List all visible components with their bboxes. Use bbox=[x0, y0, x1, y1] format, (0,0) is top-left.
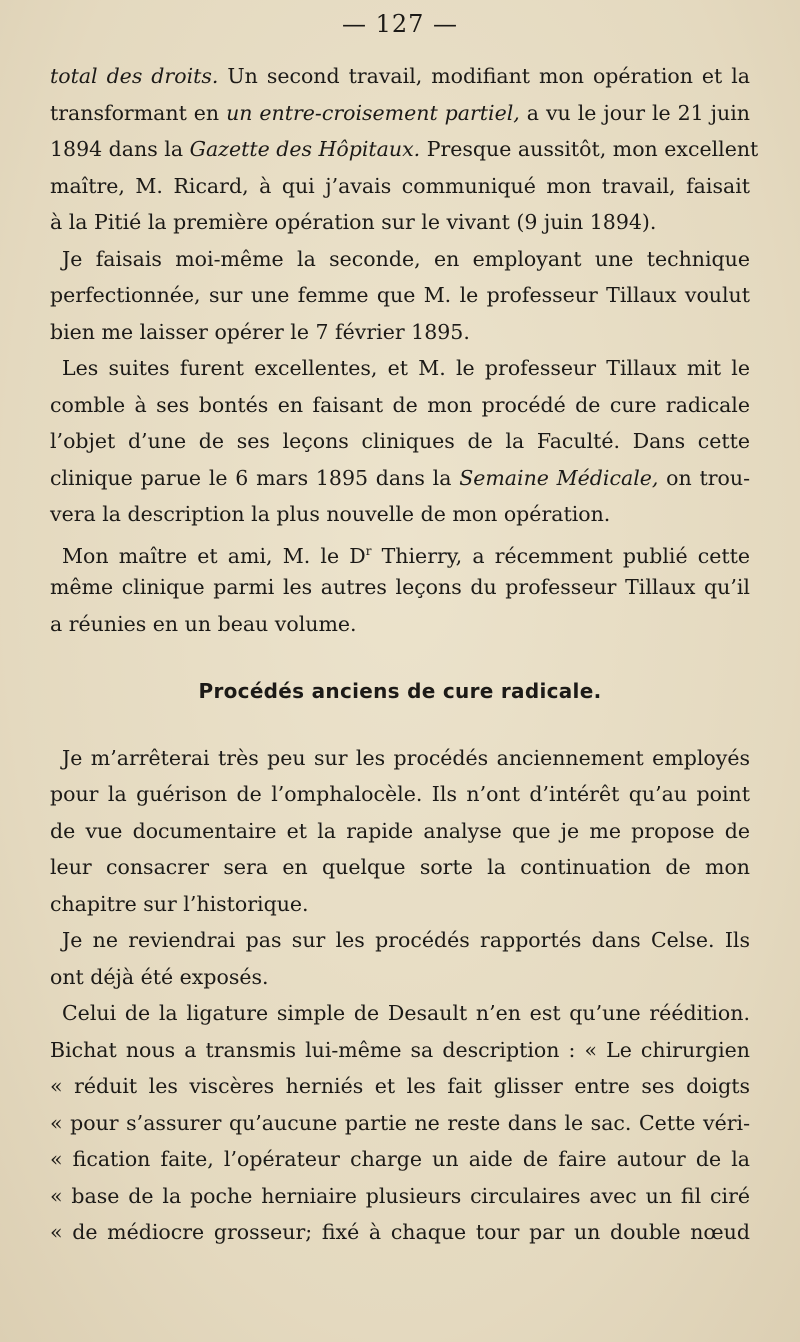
paragraph-7-line-4: « pour s’assurer qu’aucune partie ne reste dans le sac. Cette véri- bbox=[50, 1110, 750, 1135]
body-text bbox=[50, 58, 759, 1251]
paragraph-4-line-1 bbox=[50, 533, 750, 570]
paragraph-1-line-2 bbox=[50, 95, 750, 132]
italic-phrase: total des droits. bbox=[50, 64, 219, 88]
paragraph-2-line-3: bien me laisser opérer le 7 février 1895. bbox=[50, 319, 470, 344]
paragraph-5-line-1: Je m’arrêterai très peu sur les procédés anciennement employés bbox=[62, 745, 750, 770]
text-run: 1894 dans la bbox=[50, 137, 190, 161]
paragraph-5-line-4: leur consacrer sera en quelque sorte la continuation de mon bbox=[50, 855, 750, 879]
text-run: a vu le jour le 21 juin bbox=[519, 100, 750, 125]
paragraph-1-line-5: à la Pitié la première opération sur le vivant (9 juin 1894). bbox=[50, 210, 657, 234]
text-run: clinique parue le 6 mars 1895 dans la bbox=[50, 465, 460, 490]
paragraph-4-line-3: a réunies en un beau volume. bbox=[50, 611, 357, 636]
text-run: Mon maître et ami, M. le D bbox=[62, 543, 366, 568]
page-number: — 127 — bbox=[341, 10, 459, 38]
paragraph-3-line-1: Les suites furent excellentes, et M. le professeur Tillaux mit le bbox=[62, 356, 750, 380]
paragraph-2-line-1: Je faisais moi-même la seconde, en employant une technique bbox=[62, 246, 750, 271]
paragraph-5-line-2: pour la guérison de l’omphalocèle. Ils n’ont d’intérêt qu’au point bbox=[50, 782, 750, 806]
paragraph-1-line-1 bbox=[50, 58, 750, 95]
superscript: r bbox=[365, 543, 372, 558]
italic-journal-title: Gazette des Hôpitaux. bbox=[189, 137, 421, 161]
paragraph-7-line-1: Celui de la ligature simple de Desault n’en est qu’une réédition. bbox=[62, 1001, 750, 1025]
paragraph-6-line-1: Je ne reviendrai pas sur les procédés rapportés dans Celse. Ils bbox=[62, 928, 750, 952]
paragraph-7-line-5: « fication faite, l’opérateur charge un aide de faire autour de la bbox=[50, 1147, 750, 1171]
italic-journal-title: Semaine Médicale, bbox=[459, 465, 659, 490]
text-run: transformant en bbox=[50, 100, 227, 125]
paragraph-1-line-3 bbox=[50, 131, 759, 168]
paragraph-3-line-4 bbox=[50, 460, 750, 497]
paragraph-1-line-4: maître, M. Ricard, à qui j’avais communiqué mon travail, faisait bbox=[50, 173, 750, 198]
paragraph-3-line-3: l’objet d’une de ses leçons cliniques de la Faculté. Dans cette bbox=[50, 429, 750, 453]
paragraph-7-line-6: « base de la poche herniaire plusieurs circulaires avec un fil ciré bbox=[50, 1183, 750, 1208]
paragraph-3-line-2: comble à ses bontés en faisant de mon procédé de cure radicale bbox=[50, 392, 750, 417]
paragraph-2-line-2: perfectionnée, sur une femme que M. le professeur Tillaux voulut bbox=[50, 283, 750, 307]
paragraph-4-line-2: même clinique parmi les autres leçons du professeur Tillaux qu’il bbox=[50, 575, 750, 599]
text-run: Thierry, a récemment publié cette bbox=[371, 543, 750, 568]
paragraph-6-line-2: ont déjà été exposés. bbox=[50, 964, 269, 989]
paragraph-5-line-5: chapitre sur l’historique. bbox=[50, 891, 309, 916]
section-heading: Procédés anciens de cure radicale. bbox=[198, 679, 602, 703]
paragraph-5-line-3: de vue documentaire et la rapide analyse que je me propose de bbox=[50, 818, 750, 843]
paragraph-7-line-3: « réduit les viscères herniés et les fait glisser entre ses doigts bbox=[50, 1074, 750, 1098]
text-run: on trou- bbox=[658, 465, 751, 490]
paragraph-3-line-5: vera la description la plus nouvelle de mon opération. bbox=[50, 502, 611, 526]
text-run: Presque aussitôt, mon excellent bbox=[420, 137, 759, 161]
paragraph-7-line-7: « de médiocre grosseur; fixé à chaque tour par un double nœud bbox=[50, 1220, 750, 1244]
italic-phrase: un entre-croisement partiel, bbox=[226, 100, 520, 125]
paragraph-7-line-2: Bichat nous a transmis lui-même sa description : « Le chirurgien bbox=[50, 1037, 750, 1062]
text-run: Un second travail, modifiant mon opération et la bbox=[218, 64, 750, 88]
